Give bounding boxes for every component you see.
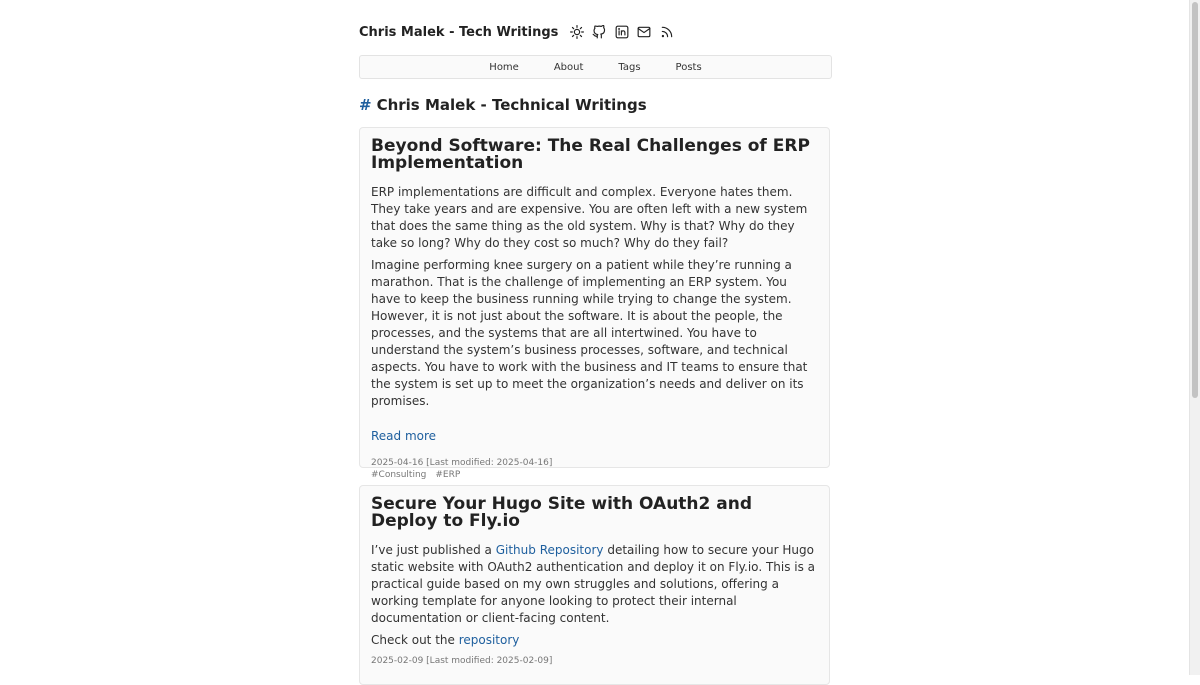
main-nav xyxy=(359,55,832,79)
tag-link-erp[interactable]: #ERP xyxy=(435,470,461,480)
scrollbar-thumb[interactable] xyxy=(1192,2,1198,398)
paragraph-text: detailing how to secure your Hugo static website with OAuth2 authentication and deploy it on Fly.io. This is a practical guide based on my own struggles and solutions, offering a working template for anyone looking to protect their internal documentation or client-facing content. xyxy=(371,543,816,625)
post-title[interactable]: Secure Your Hugo Site with OAuth2 and Deploy to Fly.io xyxy=(371,494,753,531)
tag-link-consulting[interactable]: #Consulting xyxy=(371,470,427,480)
nav-item-home[interactable]: Home xyxy=(489,61,519,73)
post-paragraph xyxy=(371,542,818,627)
post-paragraph: ERP implementations are difficult and complex. Everyone hates them. They take years and are expensive. You are often left with a new system that does the same thing as the old system. Why is that? Why do they take so long? Why do they cost so much? Why do they fail? xyxy=(371,185,808,250)
page-title xyxy=(359,96,647,114)
nav-item-tags[interactable]: Tags xyxy=(618,61,641,73)
post-card xyxy=(359,127,830,480)
site-header xyxy=(359,21,678,43)
post-tags xyxy=(371,470,818,480)
email-icon[interactable] xyxy=(633,23,656,41)
read-more-link[interactable]: Read more xyxy=(371,429,437,443)
rss-icon[interactable] xyxy=(655,23,678,41)
repository-link[interactable]: repository xyxy=(458,633,520,647)
github-icon[interactable] xyxy=(588,23,611,41)
vertical-scrollbar[interactable] xyxy=(1189,0,1200,675)
paragraph-text: I’ve just published a xyxy=(371,543,496,557)
post-title[interactable]: Beyond Software: The Real Challenges of ERP Implementation xyxy=(371,136,810,173)
post-summary xyxy=(371,542,818,649)
header-icons xyxy=(565,23,678,41)
post-date: 2025-04-16 [Last modified: 2025-04-16] xyxy=(371,458,553,468)
heading-anchor-hash[interactable]: # xyxy=(359,96,372,114)
post-paragraph xyxy=(371,632,818,649)
nav-item-posts[interactable]: Posts xyxy=(675,61,702,73)
theme-toggle-sun-icon[interactable] xyxy=(565,23,588,41)
github-repository-link[interactable]: Github Repository xyxy=(495,543,604,557)
page-title-text: Chris Malek - Technical Writings xyxy=(376,96,647,114)
paragraph-text: Check out the xyxy=(371,633,459,647)
post-summary xyxy=(371,184,818,410)
linkedin-icon[interactable] xyxy=(610,23,633,41)
nav-item-about[interactable]: About xyxy=(553,61,584,73)
site-title[interactable]: Chris Malek - Tech Writings xyxy=(359,24,559,40)
post-date: 2025-02-09 [Last modified: 2025-02-09] xyxy=(371,656,553,666)
post-card xyxy=(359,485,830,685)
post-paragraph: Imagine performing knee surgery on a patient while they’re running a marathon. That is the challenge of implementing an ERP system. You have to keep the business running while trying to change the system. However, it is not just about the software. It is about the people, the processes, and the systems that are all intertwined. You have to understand the system’s business processes, software, and technical aspects. You have to work with the business and IT teams to ensure that the system is set up to meet the organization’s needs and deliver on its promises. xyxy=(371,258,808,408)
